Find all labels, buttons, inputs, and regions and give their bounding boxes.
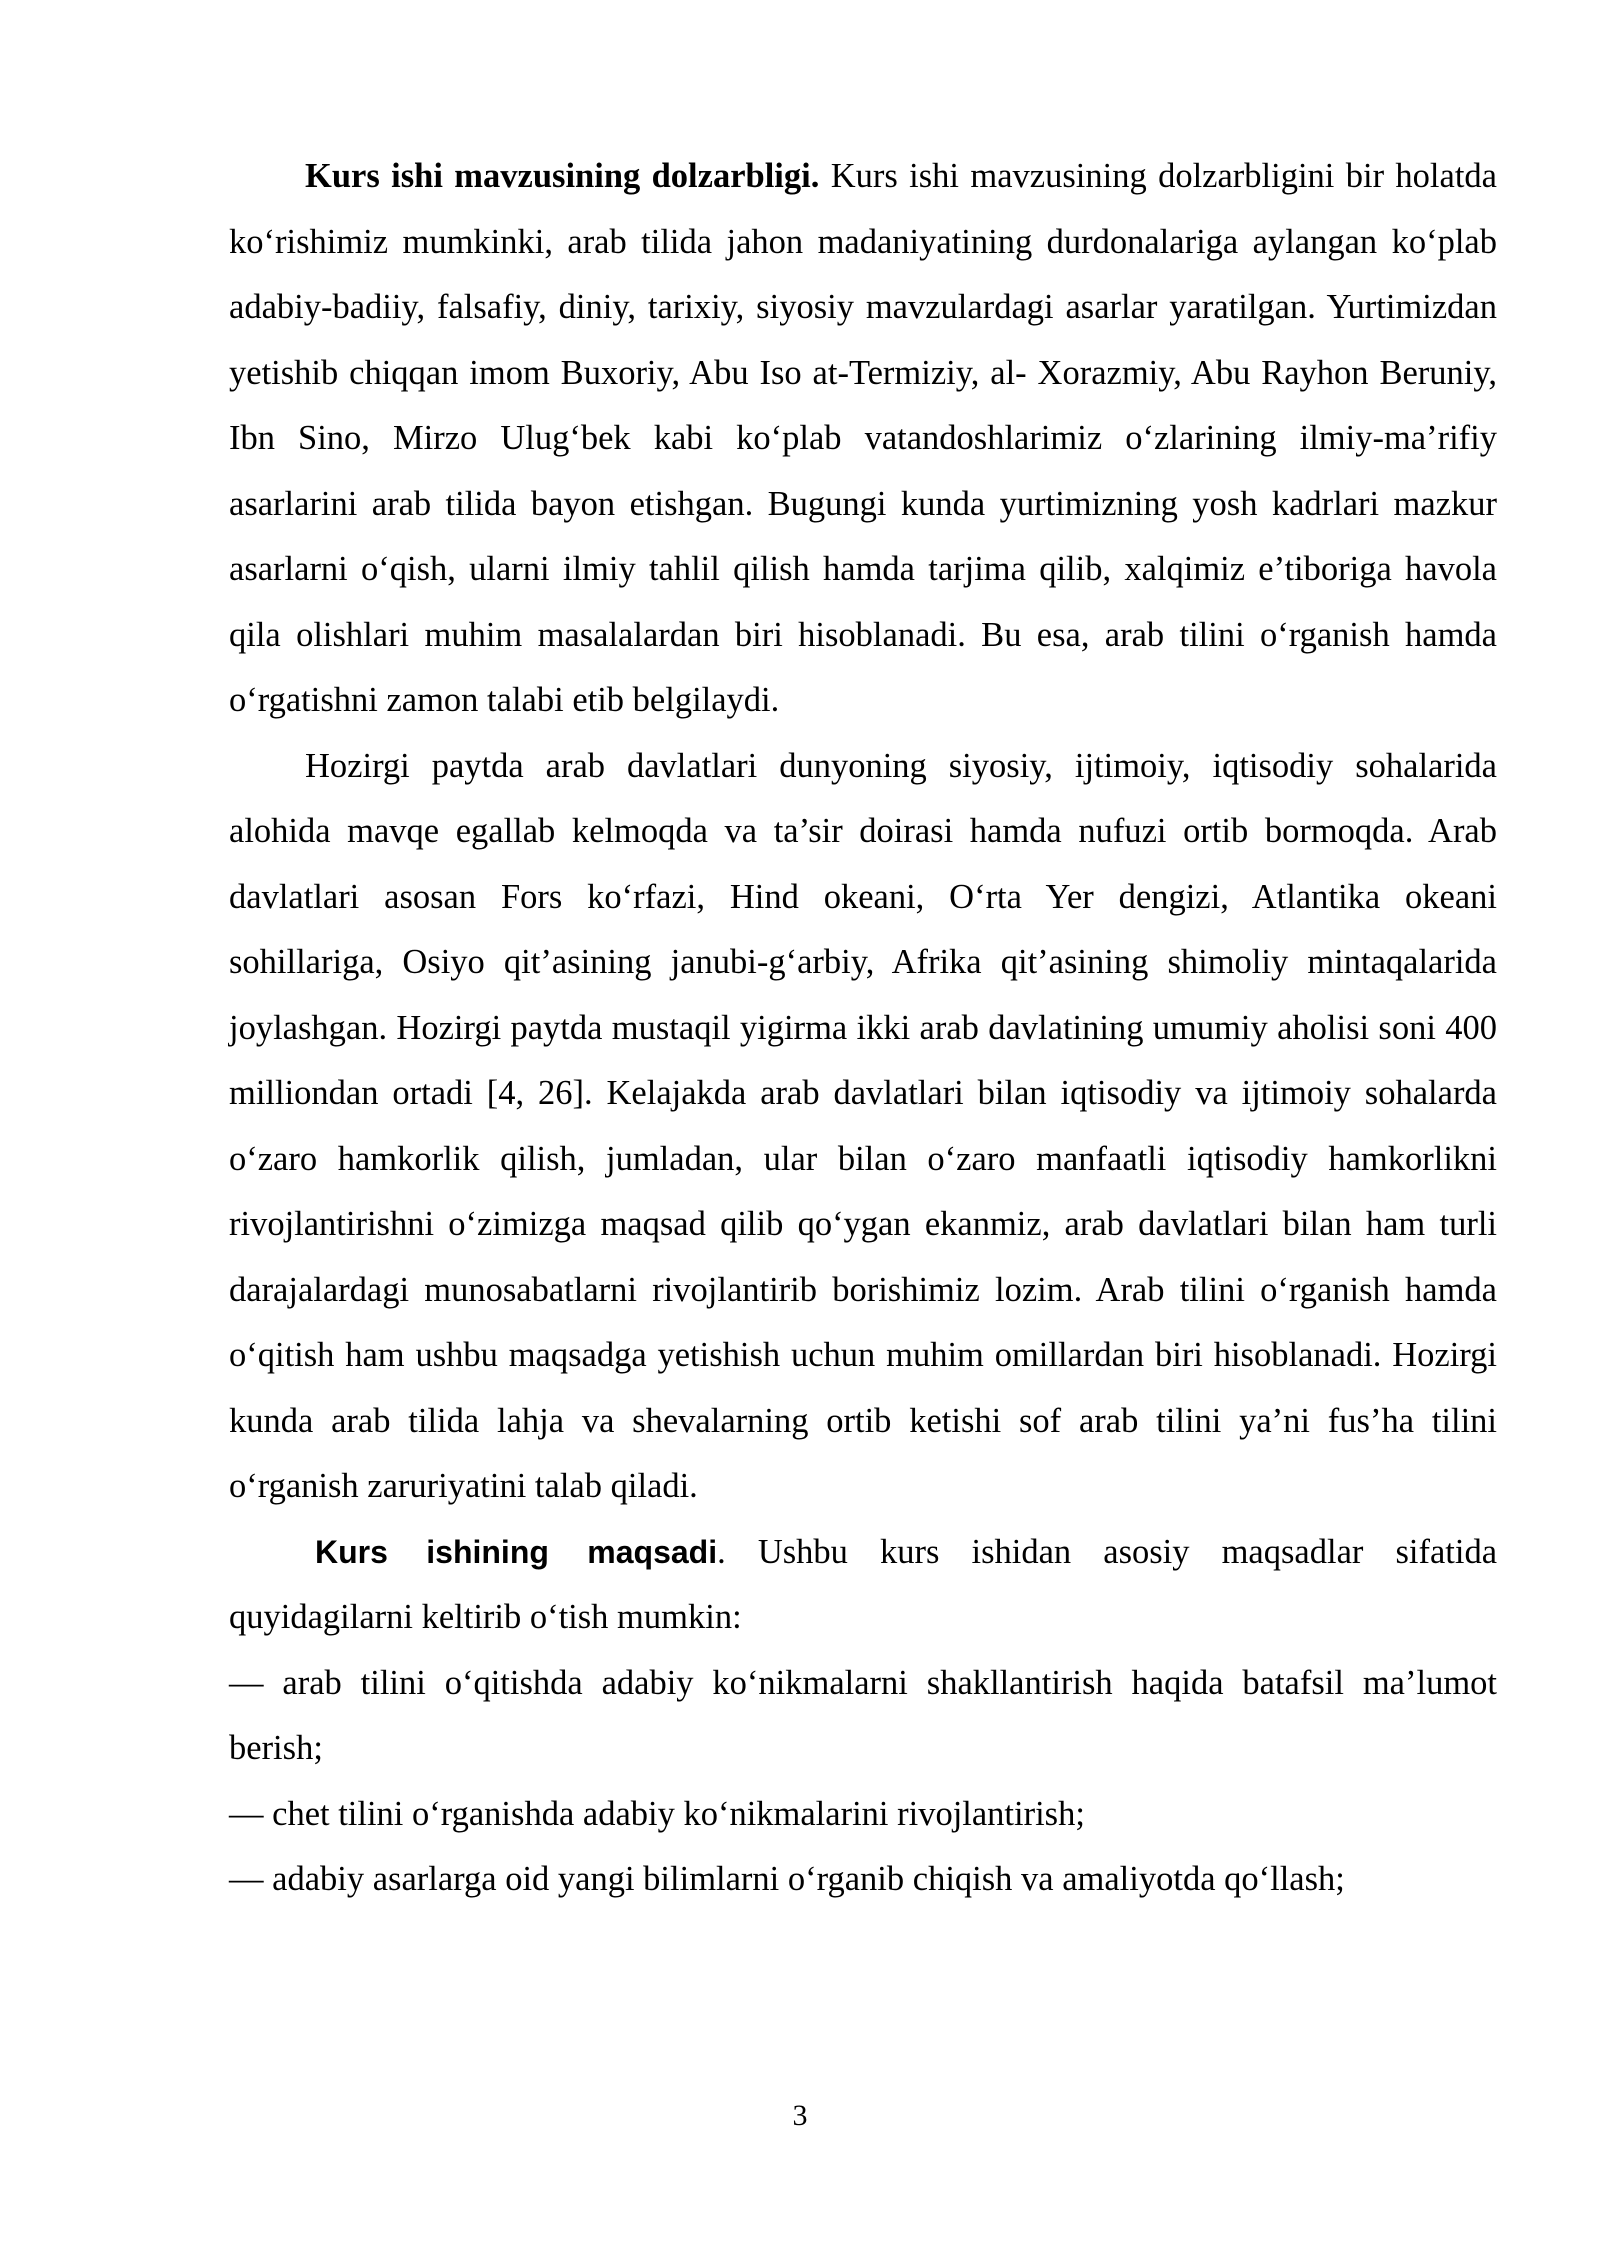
list-item: — adabiy asarlarga oid yangi bilimlarni o‘rganib chiqish va amaliyotda qo‘llash; xyxy=(229,1860,1345,1898)
heading-relevance: Kurs ishi mavzusining dolzarbligi. xyxy=(305,157,820,195)
paragraph-text: Hozirgi paytda arab davlatlari dunyoning siyosiy, ijtimoiy, iqtisodiy sohalarida alohida mavqe egallab kelmoqda va ta’sir doirasi hamda nufuzi ortib bormoqda. Arab davlatlari asosan Fors ko‘rfazi, Hind okeani, O‘rta Yer dengizi, Atlantika okeani sohillariga, Osiyo qit’asining janubi-g‘arbiy, Afrika qit’asining shimoliy mintaqalarida joylashgan. Hozirgi paytda mustaqil yigirma ikki arab davlatining umumiy aholisi soni 400 milliondan ortadi [4, 26]. Kelajakda arab davlatlari bilan iqtisodiy va ijtimoiy sohalarda o‘zaro hamkorlik qilish, jumladan, ular bilan o‘zaro manfaatli iqtisodiy hamkorlikni rivojlantirishni o‘zimizga maqsad qilib qo‘ygan ekanmiz, arab davlatlari bilan ham turli darajalardagi munosabatlarni rivojlantirib borishimiz lozim. Arab tilini o‘rganish hamda o‘qitish ham ushbu maqsadga yetishish uchun muhim omillardan biri hisoblanadi. Hozirgi kunda arab tilida lahja va shevalarning ortib ketishi sof arab tilini ya’ni fus’ha tilini o‘rganish zaruriyatini talab qiladi. xyxy=(229,746,1497,1505)
paragraph-goal xyxy=(229,1520,1497,1651)
paragraph-relevance xyxy=(229,144,1497,734)
body-text xyxy=(229,144,1497,1913)
heading-goal: Kurs ishining maqsadi xyxy=(315,1533,718,1570)
paragraph-text: Kurs ishi mavzusining dolzarbligini bir holatda ko‘rishimiz mumkinki, arab tilida jahon madaniyatining durdonalariga aylangan ko‘plab adabiy-badiiy, falsafiy, diniy, tarixiy, siyosiy mavzulardagi asarlar yaratilgan. Yurtimizdan yetishib chiqqan imom Buxoriy, Abu Iso at-Termiziy, al- Xorazmiy, Abu Rayhon Beruniy, Ibn Sino, Mirzo Ulug‘bek kabi ko‘plab vatandoshlarimiz o‘zlarining ilmiy-ma’rifiy asarlarini arab tilida bayon etishgan. Bugungi kunda yurtimizning yosh kadrlari mazkur asarlarni o‘qish, ularni ilmiy tahlil qilish hamda tarjima qilib, xalqimiz e’tiboriga havola qila olishlari muhim masalalardan biri hisoblanadi. Bu esa, arab tilini o‘rganish hamda o‘rgatishni zamon talabi etib belgilaydi. xyxy=(229,157,1497,719)
paragraph-arab-states xyxy=(229,734,1497,1520)
list-item: — chet tilini o‘rganishda adabiy ko‘nikmalarini rivojlantirish; xyxy=(229,1794,1085,1833)
list-item: — arab tilini o‘qitishda adabiy ko‘nikmalarni shakllantirish haqida batafsil ma’lumot berish; xyxy=(229,1663,1497,1767)
paragraph-text: . Ushbu kurs ishidan asosiy maqsadlar sifatida quyidagilarni keltirib o‘tish mumkin: xyxy=(229,1532,1498,1636)
page-number: 3 xyxy=(792,2099,808,2132)
